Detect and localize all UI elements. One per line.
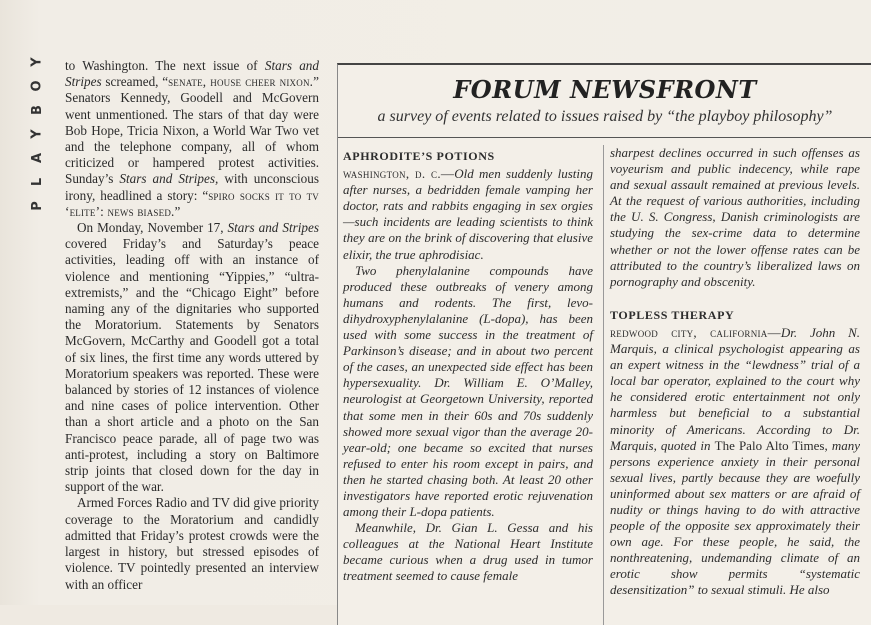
spine-letter: P — [30, 201, 45, 211]
text-run: On Monday, November 17, — [77, 220, 228, 236]
text-run: Old men suddenly lusting after nurses, a bedridden female vamping her doctor, rats and rabbits engaging in sex orgies—such incidents are leading scientists to think they are on the brink of discovering that elusive elixir, the true aphrodisiac. — [343, 166, 594, 262]
topless-heading: TOPLESS THERAPY — [610, 307, 735, 322]
spine-letter: Y — [29, 57, 45, 67]
forum-subtitle: a survey of events related to issues raised by “the playboy philosophy” — [377, 108, 833, 125]
text-run: Stars and Stripes — [227, 220, 319, 236]
right-paragraph-1: sharpest declines occurred in such offenses as voyeurism and public indecency, while rape and sexual assault remained at previous levels. At the request of various authorities, including the U. S. Congress, Danish criminologists are studying the sex-crime data to determine whether or not the lower offense rates can be attributed to the country’s liberalized laws on pornography and obscenity. — [610, 145, 860, 289]
left-paragraph-1 — [65, 58, 319, 220]
left-paragraph-2 — [65, 220, 319, 495]
text-run: Stars and Stripes, — [119, 171, 219, 187]
text-run: ” — [174, 203, 181, 219]
aphrodite-paragraph-3: Meanwhile, Dr. Gian L. Gessa and his colleagues at the National Heart Institute became curious when a drug used in tumor treatment seemed to cause female — [343, 520, 593, 584]
spine-letter: O — [30, 80, 45, 92]
title-rule — [338, 137, 871, 138]
section-gap — [610, 290, 860, 304]
text-run: with unconscious irony, headlined a story: “ — [65, 171, 319, 203]
aphrodite-paragraph-2: Two phenylalanine compounds have produced these outbreaks of venery among humans and rodents. The first, levo-dihydroxyphenylalanine (L-dopa), has been used with some success in the treatment of Parkinson’s disease; and in about two percent of the cases, an unexpected side effect has been hypersexuality. Dr. William E. O’Malley, neurologist at Georgetown University, reported that some men in their 60s and 70s suddenly showed more sexual vigor than the average 20-year-old; one became so excited that nurses refused to enter his room except in pairs, and then he started chasing both. At least 20 other investigators have reported erotic rejuvenation among their L-dopa patients. — [343, 262, 593, 520]
topless-paragraph — [610, 325, 860, 599]
forum-newsfront-panel — [337, 63, 871, 625]
spine-letter: Y — [29, 129, 45, 139]
text-run: Armed Forces Radio and TV did give priority coverage to the Moratorium and candidly admitted that Friday’s protest crowds were the largest in history, but stressed episodes of violence. TV pointedly presented an interview with an officer — [65, 495, 319, 592]
aphrodite-column — [343, 145, 593, 585]
text-run: to Washington. The next issue of — [65, 58, 265, 73]
aphrodite-dateline: washington, d. c.— — [343, 166, 455, 182]
aphrodite-paragraph-1 — [343, 166, 593, 263]
left-article-column — [65, 58, 319, 593]
column-divider — [603, 145, 604, 625]
text-run: Stars and Stripes — [65, 58, 319, 90]
spine-letter: L — [29, 177, 45, 187]
forum-title: FORUM NEWSFRONT — [453, 75, 757, 104]
text-run: covered Friday’s and Saturday’s peace activities, leading off with an instance of violence and mentioning “Yippies,” “ultra-extremists,” and the “Chicago Eight” before naming any of the dignitaries who supported the Moratorium. Statements by Senators McGovern, McCarthy and Goodell got a total of six lines, the first time any words uttered by Moratorium speakers was reported. These were balanced by stories of 12 instances of violence and nine cases of police intervention. Other than a short article and a photo on the San Francisco peace parade, all of page two was anti-protest, including a story on Baltimore strip joints that closed down for the day in support of the war. — [65, 236, 319, 495]
text-run: ” Senators Kennedy, Goodell and McGovern went unmentioned. The stars of that day were Bob Hope, Tricia Nixon, a World War Two vet and the telephone company, all of whom criticized or hampered protest activities. Sunday’s — [65, 74, 319, 187]
spine-playboy — [28, 50, 48, 218]
aphrodite-heading: APHRODITE’S POTIONS — [343, 149, 495, 163]
spine-letter: A — [30, 152, 45, 164]
text-run: spiro socks it to tv ‘elite’: news biased. — [65, 187, 319, 219]
text-run: Dr. John N. Marquis, a clinical psychologist appearing as an expert witness in the “lewdness” trial of a local bar operator, explained to the court why he considered erotic entertainment not only harmless but beneficial to a substantial minority of Americans. According to Dr. Marquis, quoted in — [610, 324, 860, 453]
spine-letter: B — [29, 105, 45, 115]
topless-dateline: redwood city, california— — [610, 324, 781, 340]
text-run: The Palo Alto Times, — [714, 437, 828, 453]
text-run: senate, house cheer nixon. — [168, 74, 314, 90]
left-paragraph-3 — [65, 495, 319, 592]
right-column — [610, 145, 860, 599]
text-run: many persons experience anxiety in their personal sexual lives, partly because they are woefully uninformed about sex matters or are afraid of nudity or things having to do with attractive people of the opposite sex approximately their own age. For these people, he said, the nonthreatening, undemanding climate of an erotic show permits “systematic desensitization” to sexual stimuli. He also — [610, 437, 860, 598]
text-run: screamed, “ — [101, 74, 169, 90]
